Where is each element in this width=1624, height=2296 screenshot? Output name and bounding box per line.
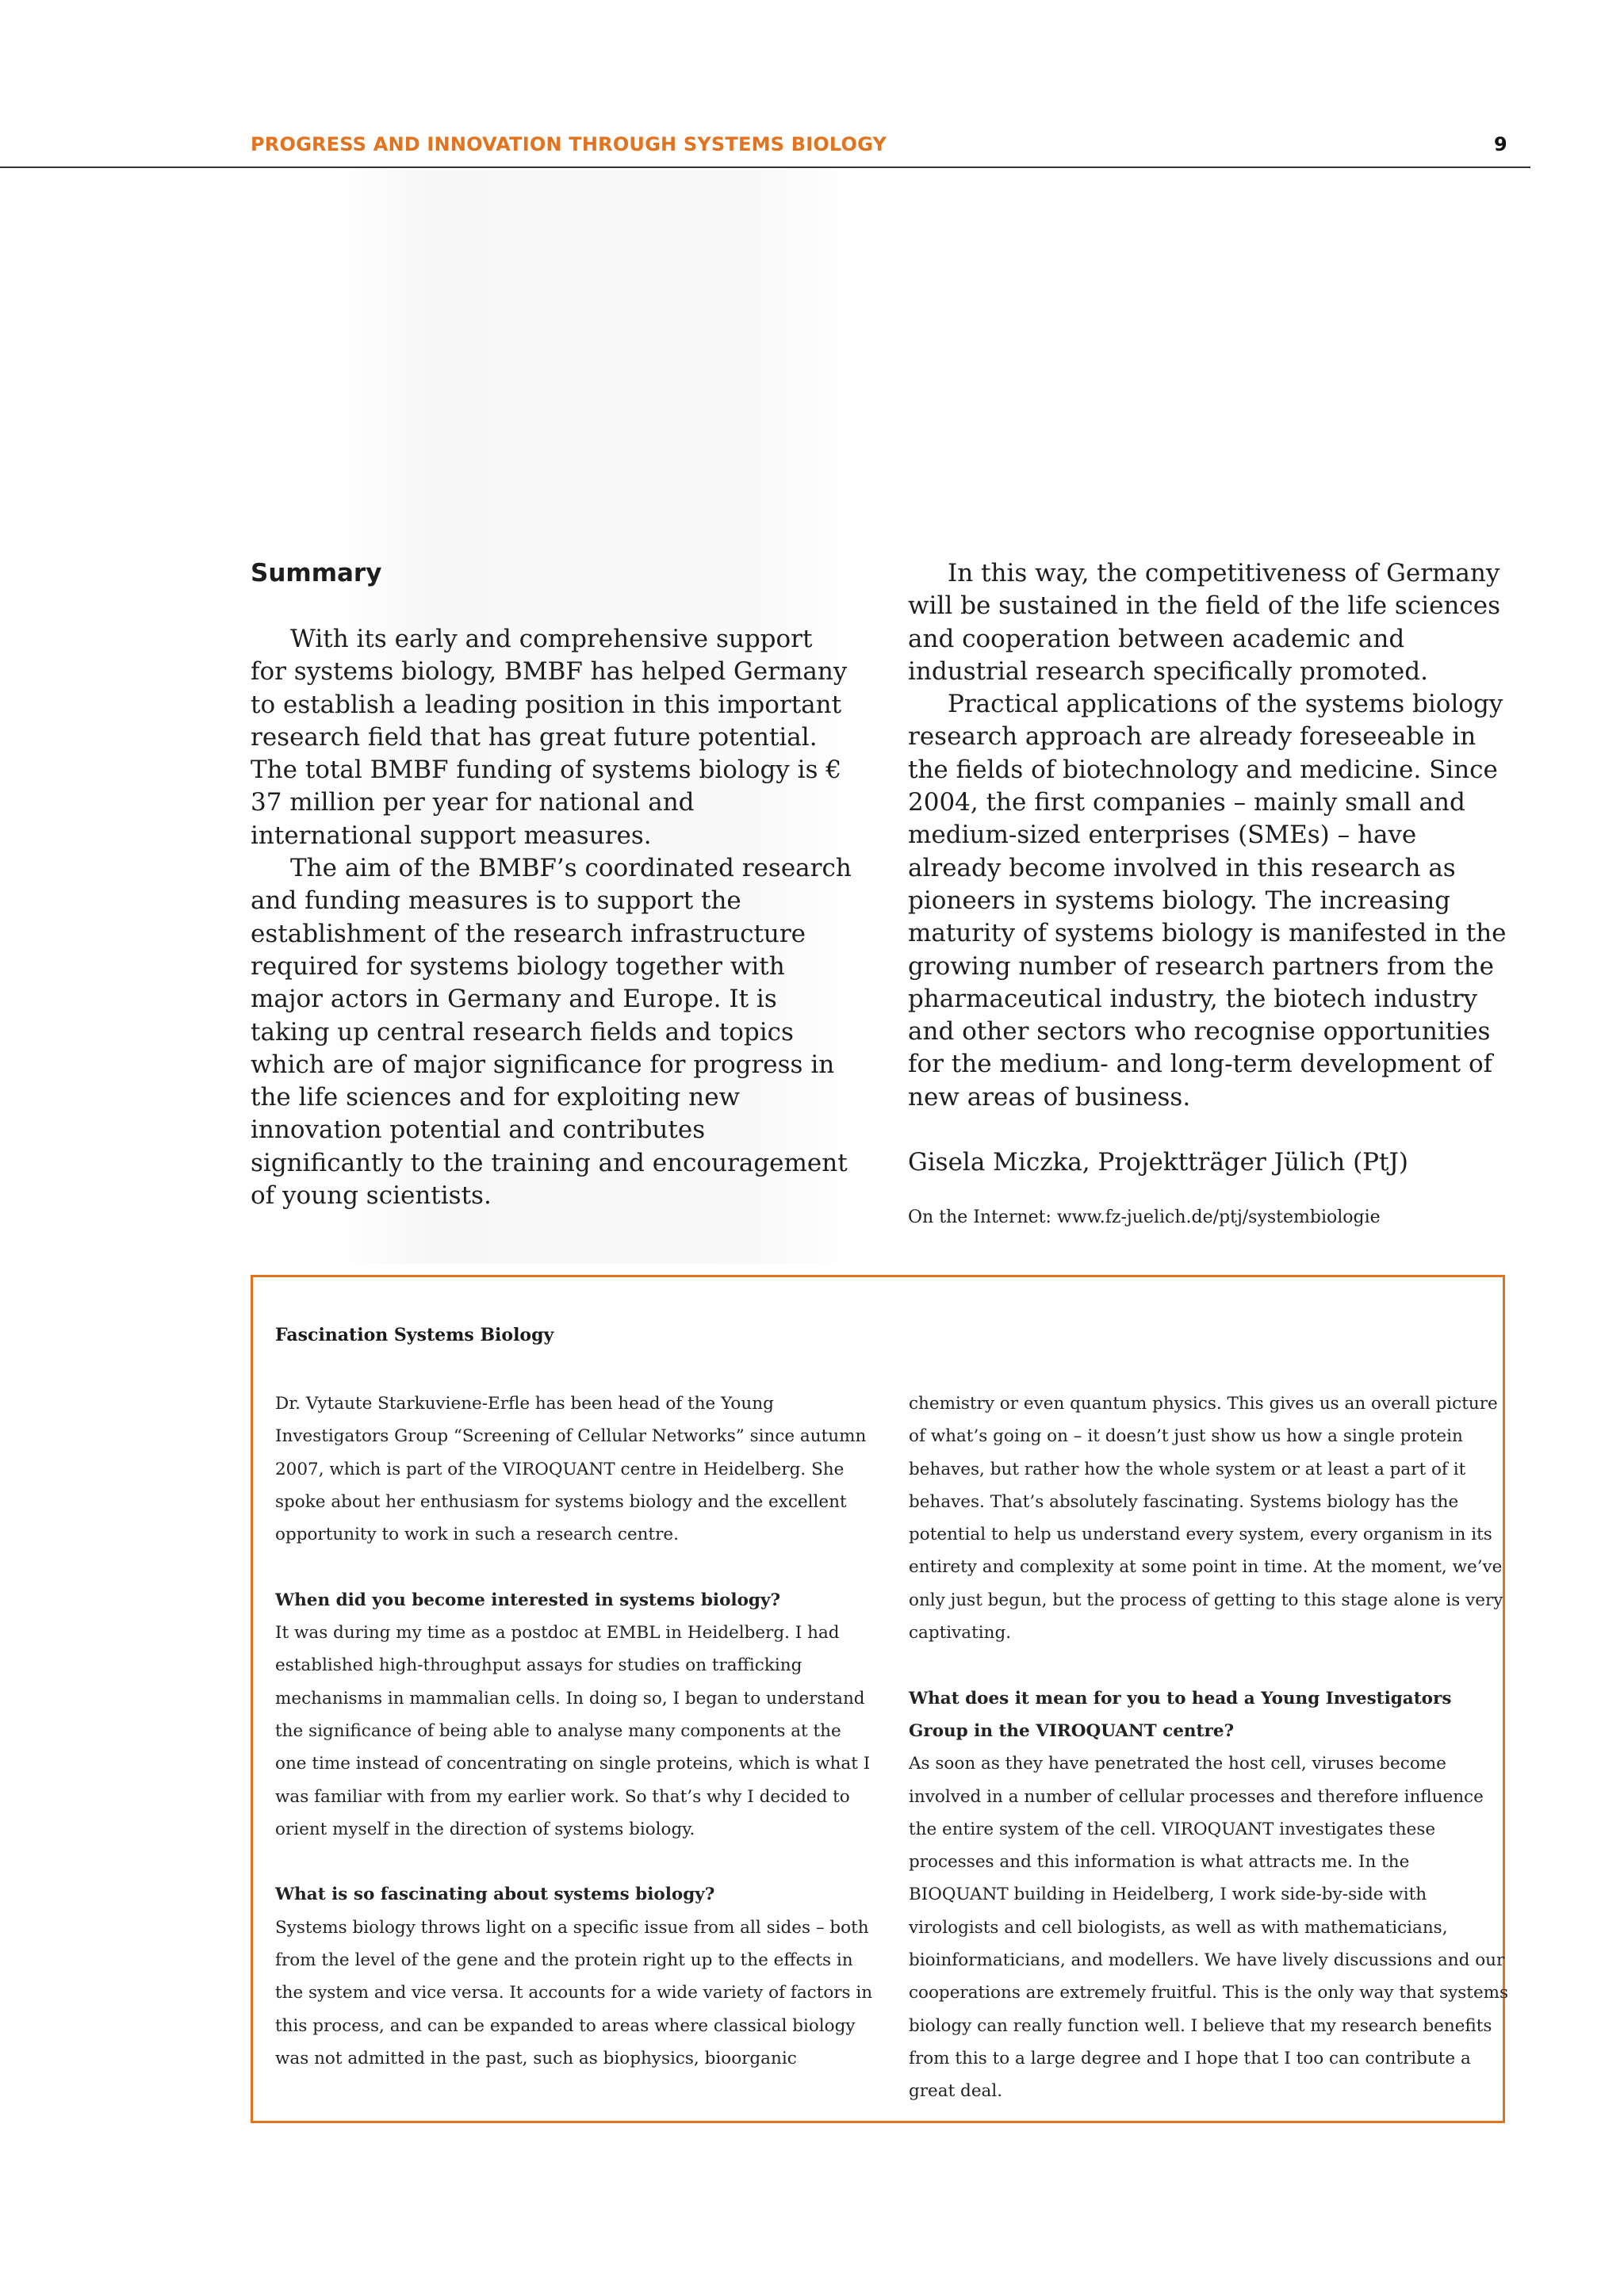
interview-question: What is so fascinating about systems biology? [275, 1885, 715, 1905]
summary-paragraph: Practical applications of the systems biology research approach are already foreseeable in the fields of biotechnology and medicine. Since 2004, the first companies – mainly small and medium-sized enterprises (SMEs) – have already become involved in this research as pioneers in systems biology. The increasing maturity of systems biology is manifested in the growing number of research partners from the pharmaceutical industry, the biotech industry and other sectors who recognise opportunities for the medium- and long-term development of new areas of business. [908, 690, 1507, 1112]
summary-paragraph: The aim of the BMBF’s coordinated research and funding measures is to support the establishment of the research infrastructure required for systems biology together with major actors in Germany and Europe. It is taking up central research fields and topics which are of major significance for progress in the life sciences and for exploiting new innovation potential and contributes significantly to the training and encouragement of young scientists. [251, 854, 852, 1211]
page-header [0, 119, 1530, 168]
interview-right-column [909, 1387, 1511, 2108]
interview-answer: It was during my time as a postdoc at EMBL in Heidelberg. I had established high-throughput assays for studies on trafficking mechanisms in mammalian cells. In doing so, I began to understand the significance of being able to analyse many components at the one time instead of concentrating on single proteins, which is what I was familiar with from my earlier work. So that’s why I decided to orient myself in the direction of systems biology. [275, 1623, 871, 1839]
running-title: PROGRESS AND INNOVATION THROUGH SYSTEMS BIOLOGY [251, 133, 887, 155]
interview-left-column [275, 1387, 878, 2075]
summary-heading: Summary [251, 559, 382, 587]
box-title: Fascination Systems Biology [275, 1325, 554, 1345]
summary-left-column [251, 557, 853, 1212]
interview-answer: As soon as they have penetrated the host cell, viruses become involved in a number of cellular processes and therefore influence the entire system of the cell. VIROQUANT investigates these processes and this information is what attracts me. In the BIOQUANT building in Heidelberg, I work side-by-side with virologists and cell biologists, as well as with mathematicians, bioinformaticians, and modellers. We have lively discussions and our cooperations are extremely fruitful. This is the only way that systems biology can really function well. I believe that my research benefits from this to a large degree and I hope that I too can contribute a great deal. [909, 1754, 1509, 2102]
author-credit: Gisela Miczka, Projektträger Jülich (PtJ) [908, 1148, 1409, 1177]
internet-link[interactable]: On the Internet: www.fz-juelich.de/ptj/systembiologie [908, 1207, 1381, 1228]
summary-paragraph: With its early and comprehensive support for systems biology, BMBF has helped Germany to establish a leading position in this important research field that has great future potential. The total BMBF funding of systems biology is € 37 million per year for national and international support measures. [251, 625, 848, 850]
interview-question: What does it mean for you to head a Young Investigators Group in the VIROQUANT centre? [909, 1688, 1452, 1741]
interview-question: When did you become interested in systems biology? [275, 1590, 781, 1610]
interview-answer: Systems biology throws light on a specific issue from all sides – both from the level of the gene and the protein right up to the effects in the system and vice versa. It accounts for a wide variety of factors in this process, and can be expanded to areas where classical biology was not admitted in the past, such as biophysics, bioorganic [275, 1917, 873, 2068]
summary-paragraph: In this way, the competitiveness of Germany will be sustained in the field of the life sciences and cooperation between academic and industrial research specifically promoted. [908, 559, 1501, 686]
interview-intro: Dr. Vytaute Starkuviene-Erfle has been head of the Young Investigators Group “Screening of Cellular Networks” since autumn 2007, which is part of the VIROQUANT centre in Heidelberg. She spoke about her enthusiasm for systems biology and the excellent opportunity to work in such a research centre. [275, 1394, 867, 1545]
interview-box [251, 1275, 1509, 2123]
summary-right-column [908, 557, 1511, 1230]
interview-answer: chemistry or even quantum physics. This gives us an overall picture of what’s going on – it doesn’t just show us how a single protein behaves, but rather how the whole system or at least a part of it behaves. That’s absolutely fascinating. Systems biology has the potential to help us understand every system, every organism in its entirety and complexity at some point in time. At the moment, we’ve only just begun, but the process of getting to this stage alone is very captivating. [909, 1394, 1503, 1644]
page-number: 9 [1494, 133, 1507, 155]
